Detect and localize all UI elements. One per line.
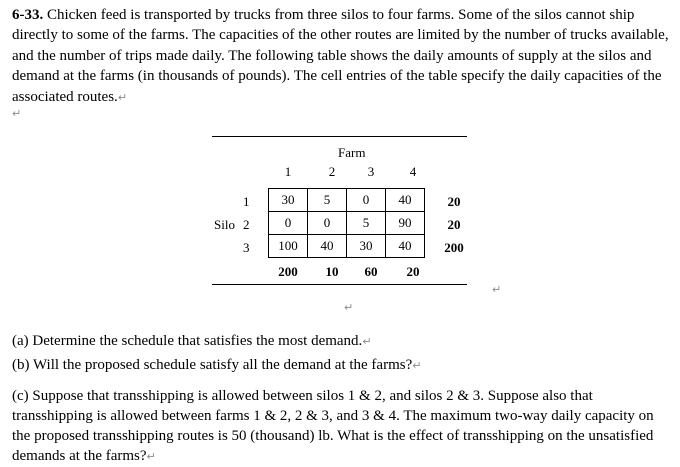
question-a-text: (a) Determine the schedule that satisfies the most demand.	[12, 333, 363, 349]
demand-value: 10	[325, 264, 339, 279]
paragraph-mark-icon: ↵	[146, 450, 156, 463]
capacity-cell: 5	[308, 189, 347, 212]
farm-header-2: 2	[328, 164, 336, 179]
farm-header-4: 4	[409, 164, 417, 179]
question-c	[12, 386, 674, 467]
supply-value: 20	[447, 194, 461, 209]
question-a	[12, 331, 674, 352]
capacity-cell: 5	[347, 212, 386, 235]
question-b-text: (b) Will the proposed schedule satisfy all the demand at the farms?	[12, 357, 413, 373]
silo-header-2: 2	[243, 217, 250, 232]
silo-header-3: 3	[243, 240, 250, 255]
capacity-cell: 0	[269, 212, 308, 235]
capacity-cell: 30	[269, 189, 308, 212]
supply-value: 20	[447, 217, 461, 232]
capacity-cell: 90	[386, 212, 425, 235]
capacity-cell: 30	[347, 235, 386, 258]
capacity-cell: 40	[386, 235, 425, 258]
farm-label: Farm	[338, 145, 366, 160]
paragraph-mark-icon: ↵	[492, 283, 502, 296]
farm-header-1: 1	[284, 164, 292, 179]
paragraph-mark-icon: ↵	[12, 107, 22, 120]
demand-value: 200	[278, 264, 298, 279]
table-top-rule	[212, 136, 467, 137]
problem-number: 6-33.	[12, 7, 44, 23]
silo-label: Silo	[214, 217, 235, 232]
demand-value: 20	[406, 264, 420, 279]
capacity-cell: 0	[347, 189, 386, 212]
capacity-cell: 100	[269, 235, 308, 258]
silo-header-1: 1	[243, 194, 250, 209]
problem-statement	[12, 5, 674, 108]
paragraph-mark-icon: ↵	[117, 90, 128, 104]
capacity-table	[268, 188, 425, 258]
table-row	[269, 212, 425, 235]
table-row	[269, 235, 425, 258]
problem-text: Chicken feed is transported by trucks from three silos to four farms. Some of the silos cannot ship directly to some of the farms. The capacities of the other routes are limited by the number of trucks available, and the number of trips made daily. The following table shows the daily amounts of supply at the silos and demand at the farms (in thousands of pounds). The cell entries of the table specify the daily capacities of the associated routes.	[12, 7, 669, 105]
paragraph-mark-icon: ↵	[362, 335, 372, 348]
supply-value: 200	[444, 240, 464, 255]
demand-value: 60	[364, 264, 378, 279]
farm-header-3: 3	[367, 164, 375, 179]
paragraph-mark-icon: ↵	[412, 359, 422, 372]
capacity-cell: 0	[308, 212, 347, 235]
question-b	[12, 355, 674, 376]
question-c-text: (c) Suppose that transshipping is allowed between silos 1 & 2, and silos 2 & 3. Suppose also that transshipping is allowed between farms 1 & 2, 2 & 3, and 3 & 4. The maximum two-way daily capacity on the proposed transshipping routes is 50 (thousand) lb. What is the effect of transshipping on the unsatisfied demands at the farms?	[12, 388, 654, 464]
table-bottom-rule	[212, 284, 467, 285]
table-row	[269, 189, 425, 212]
capacity-cell: 40	[308, 235, 347, 258]
paragraph-mark-icon: ↵	[344, 301, 354, 314]
capacity-cell: 40	[386, 189, 425, 212]
